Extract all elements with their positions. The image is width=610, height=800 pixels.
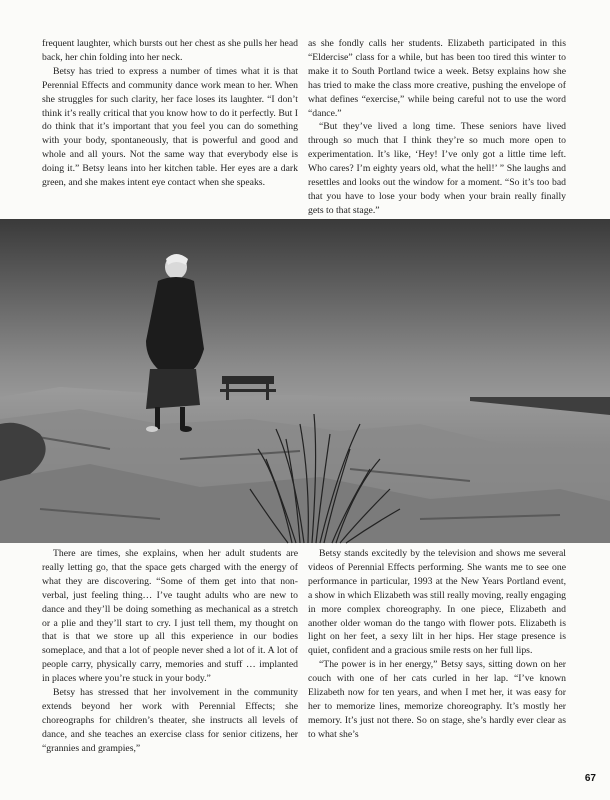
article-column-bottom-left: [42, 547, 298, 793]
paragraph: Betsy stands excitedly by the television and shows me several videos of Perennial Effects performing. She wants me to see one performance in particular, 1993 at the New Years Portland event, a show in which Elizabeth was still really moving, really engaging in more complex choreography. In one piece, Elizabeth and another older woman do the tango with flower pots. Elizabeth is light on her feet, a sexy lilt in her hips. Her stage presence is quiet, confident and a gracious smile rests on her full lips.: [308, 548, 567, 657]
page-number: 67: [584, 773, 596, 784]
article-column-top-right: [308, 37, 566, 216]
article-column-top-left: [42, 37, 298, 207]
paragraph: “The power is in her energy,” Betsy says, sitting down on her couch with one of her cats curled in her lap. “I’ve known Elizabeth now for ten years, and when I met her, it was easy for her to memorize lines, memorize choreography. It’s mostly her memory. It’s just not there. So on stage, she’s hardly ever clear as to what she’s: [308, 659, 566, 740]
paragraph: Betsy has stressed that her involvement in the community extends beyond her work with Perennial Effects; she choreographs for children’s theater, she instructs all levels of dance, and she teaches an exercise class for senior citizens, her “grannies and grampies,”: [42, 687, 298, 754]
paragraph: as she fondly calls her students. Elizabeth participated in this “Eldercise” class for a while, but has been too tired this winter to make it to South Portland twice a week. Betsy explains how she has tried to make the class more creative, pushing the envelope of what defines “exercise,” while being careful not to use the word “dance.”: [308, 38, 566, 119]
paragraph: There are times, she explains, when her adult students are really letting go, that the space gets charged with the energy of what they are discovering. “Some of them get into that non-verbal, just feeling thing… I’ve taught adults who are new to dance and they’ll be doing something as mechanical as a stretch or a plie and they’ll start to cry. I just tell them, my thought on that is that we store up all this experience in our bodies someplace, and that a lot of people never shed a lot of it. A lot of people carry, physically carry, memories and stuff … implanted in places where you’re stuck in your body.”: [42, 548, 298, 685]
paragraph: “But they’ve lived a long time. These seniors have lived through so much that I think they’re so much more open to experimentation. It’s like, ‘Hey! I’ve only got a little time left. Who cares? I’m eighty years old, what the hell!’ ” She laughs and resettles and looks out the window for a moment. “So it’s too bad that you have to lose your body when your brain really finally gets to that stage.”: [308, 121, 566, 216]
paragraph: frequent laughter, which bursts out her chest as she pulls her head back, her chin folding into her neck.: [42, 38, 298, 63]
article-column-bottom-right: [308, 547, 566, 793]
photo-elderly-woman-on-rocky-coast: [0, 219, 610, 543]
paragraph: Betsy has tried to express a number of times what it is that Perennial Effects and community dance work mean to her. When she struggles for such clarity, her face loses its laughter. “I don’t think it’s really critical that you know how to do it perfectly. But I do think that it’s important that you feel you can do something with your body, spontaneously, that is powerful and good and whole and all yours. Not the same way that everybody else is doing it.” Betsy leans into her kitchen table. Her eyes are a dark green, and she makes intent eye contact when she speaks.: [42, 65, 298, 189]
